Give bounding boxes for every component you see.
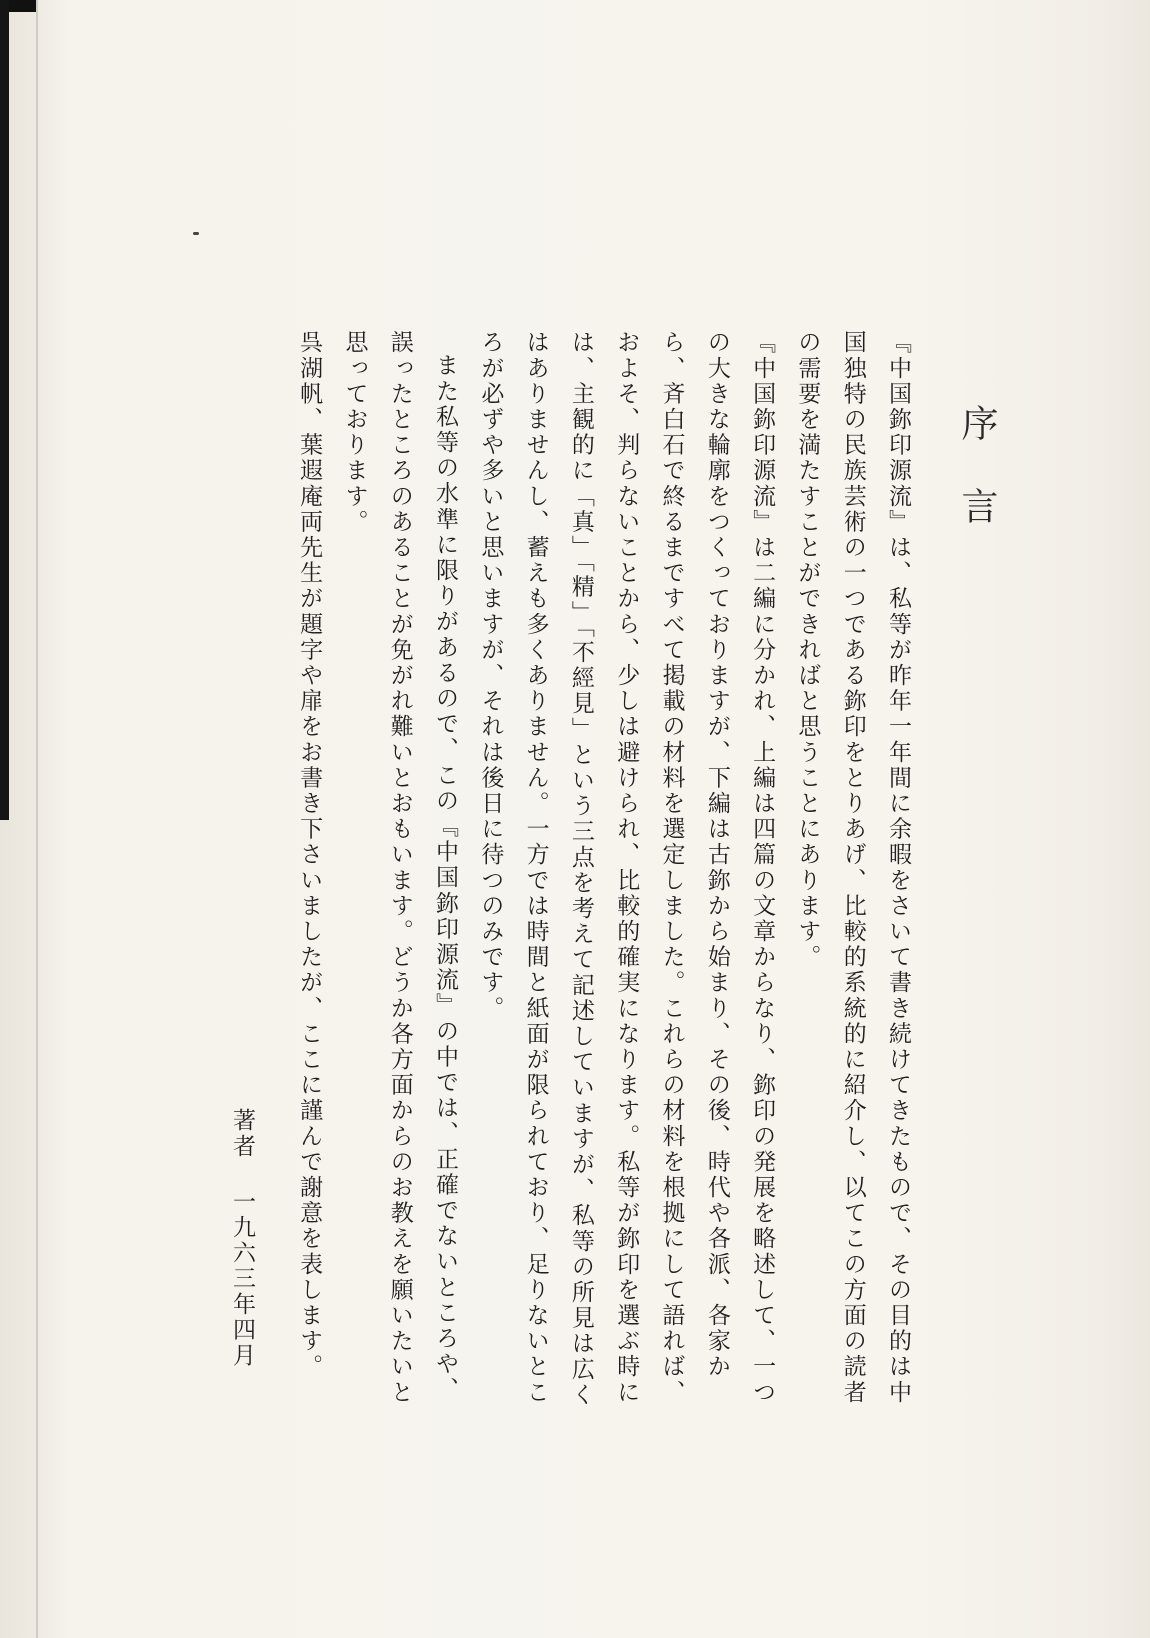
paragraph-4: 呉湖帆、葉遐庵両先生が題字や扉をお書き下さいましたが、ここに謹んで謝意を表します。 <box>296 330 323 1380</box>
signature-block <box>230 1108 253 1368</box>
paragraph-1: 『中国鉨印源流』は、私等が昨年一年間に余暇をさいて書き続けてきたもので、その目的は中国独特の民族芸術の一つである鉨印をとりあげ、比較的系統的に紹介し、以てこの方面の読者の需要を満たすことができればと思うことにあります。 <box>794 330 911 1406</box>
paragraph-3: また私等の水準に限りがあるので、この『中国鉨印源流』の中では、正確でないところや、誤ったところのあることが免がれ難いとおもいます。どうか各方面からのお教えを願いたいと思っております。 <box>341 330 459 1406</box>
paragraph-2: 『中国鉨印源流』は二編に分かれ、上編は四篇の文章からなり、鉨印の発展を略述して、一つの大きな輪廓をつくっておりますが、下編は古鉨から始まり、その後、時代や各派、各家から、斉白石で終るまですべて掲載の材料を選定しました。これらの材料を根拠にして語れば、およそ、判らないことから、少しは避けられ、比較的確実になります。私等が鉨印を選ぶ時には、主観的に「真」「精」「不經見」という三点を考えて記述していますが、私等の所見は広くはありませんし、蓄えも多くありません。一方では時間と紙面が限られており、足りないところが必ずや多いと思いますが、それは後日に待つのみです。 <box>477 330 776 1408</box>
signature-date: 一九六三年四月 <box>229 1189 255 1369</box>
page-title: 序言 <box>955 404 998 570</box>
binding-edge <box>0 0 9 820</box>
signature-author: 著者 <box>229 1108 255 1160</box>
preface-body <box>296 330 920 1420</box>
dust-mark <box>193 232 199 235</box>
page-fold-line <box>36 0 38 1638</box>
